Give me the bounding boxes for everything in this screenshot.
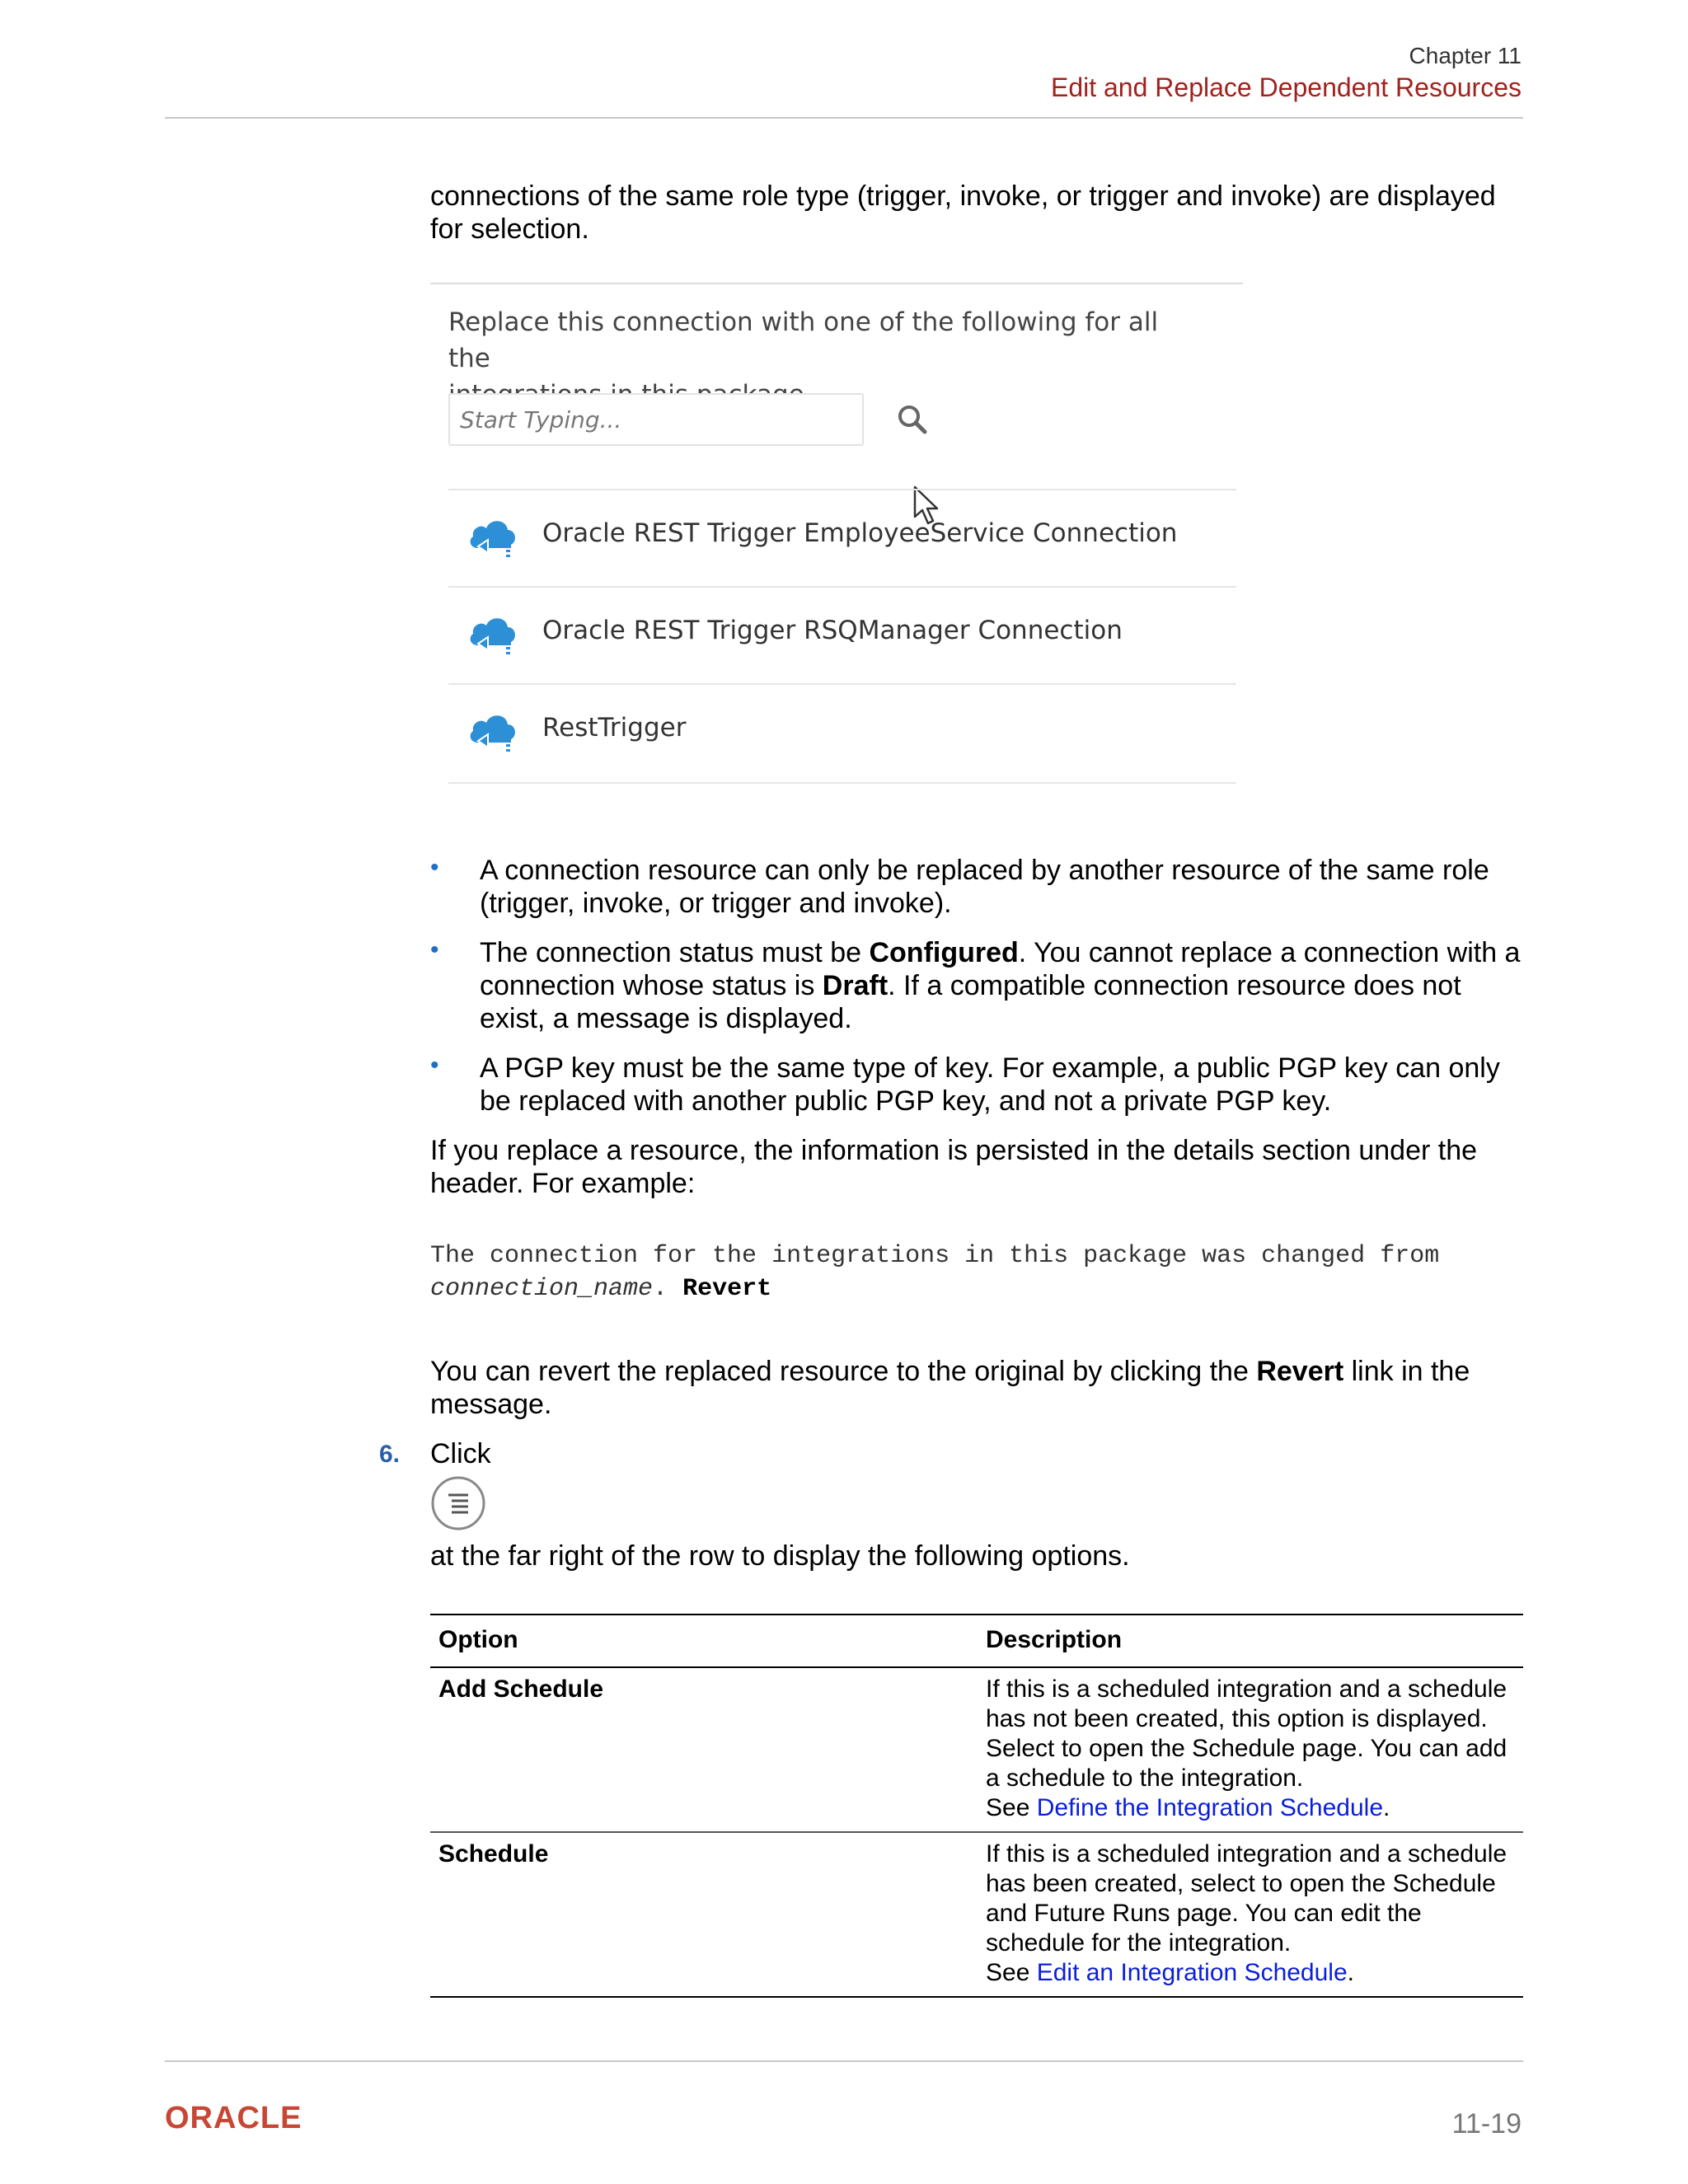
define-schedule-link[interactable]: Define the Integration Schedule: [1036, 1794, 1384, 1821]
table-row-rule: [430, 1831, 1523, 1833]
code-example: [430, 1240, 1439, 1305]
screenshot-top-border: [430, 283, 1243, 284]
header-divider: [165, 117, 1523, 119]
edit-schedule-link[interactable]: Edit an Integration Schedule: [1036, 1959, 1348, 1986]
table-header-description: Description: [986, 1626, 1123, 1653]
code-line-1: The connection for the integrations in this package was changed from: [430, 1242, 1440, 1270]
persist-paragraph: If you replace a resource, the information is persisted in the details section under the header. For example:: [430, 1135, 1478, 1199]
table-bottom-rule: [430, 1996, 1523, 1998]
connection-item-label: Oracle REST Trigger RSQManager Connection: [542, 616, 1123, 645]
step-number: 6.: [379, 1441, 401, 1468]
chapter-title: Edit and Replace Dependent Resources: [1050, 73, 1522, 102]
intro-paragraph: connections of the same role type (trigger, invoke, or trigger and invoke) are displayed for selection.: [430, 180, 1496, 245]
connection-item[interactable]: [448, 683, 1236, 784]
oracle-logo: [165, 2103, 348, 2130]
bullet-dot: •: [430, 936, 439, 963]
search-input[interactable]: [448, 393, 864, 446]
chapter-label: Chapter 11: [1409, 43, 1522, 68]
rest-trigger-cloud-icon: [467, 710, 519, 752]
bullet-text: A PGP key must be the same type of key. For example, a public PGP key can only be replaced with another public PGP key, and not a private PGP key.: [480, 1052, 1500, 1117]
configured-term: Configured: [869, 937, 1019, 968]
replace-heading-line-1: Replace this connection with one of the following for all the: [448, 307, 1159, 373]
footer-divider: [165, 2060, 1523, 2062]
code-revert: Revert: [682, 1275, 772, 1303]
connection-item-label: RestTrigger: [542, 713, 687, 743]
search-icon[interactable]: [896, 403, 929, 436]
table-row-option: Add Schedule: [438, 1675, 604, 1703]
table-header-rule: [430, 1666, 1523, 1668]
draft-term: Draft: [822, 970, 889, 1001]
search-placeholder: Start Typing...: [460, 406, 622, 434]
actions-menu-icon[interactable]: [430, 1475, 486, 1531]
step-after-text: at the far right of the row to display the following options.: [430, 1540, 1130, 1572]
connection-item-label: Oracle REST Trigger EmployeeService Connection: [542, 518, 1178, 548]
table-row-option: Schedule: [438, 1840, 549, 1868]
bullet-dot: •: [430, 1052, 439, 1079]
bullet-text: A connection resource can only be replaced by another resource of the same role (trigger, invoke, or trigger and invoke).: [480, 855, 1489, 919]
table-top-rule: [430, 1614, 1523, 1615]
table-row-description: If this is a scheduled integration and a schedule has not been created, this option is displayed. Select to open the Schedule page. You can add a schedule to the integration. See Define the Integration Schedule.: [986, 1675, 1507, 1821]
connection-item[interactable]: [448, 586, 1236, 685]
page-number: 11-19: [1451, 2108, 1522, 2139]
svg-text:ORACLE: ORACLE: [165, 2103, 302, 2130]
code-variable: connection_name: [430, 1275, 654, 1303]
rest-trigger-cloud-icon: [467, 515, 519, 558]
step-click-text: Click: [430, 1438, 491, 1469]
rest-trigger-cloud-icon: [467, 612, 519, 655]
code-line-2: connection_name. Revert: [430, 1275, 772, 1303]
table-row-description: If this is a scheduled integration and a schedule has been created, select to open the Schedule and Future Runs page. You can edit the schedule for the integration. See Edit an Integration Schedule.: [986, 1840, 1507, 1986]
revert-term: Revert: [1256, 1356, 1344, 1387]
revert-paragraph: You can revert the replaced resource to the original by clicking the Revert link in the message.: [430, 1356, 1470, 1420]
connection-item[interactable]: [448, 489, 1236, 588]
bullet-dot: •: [430, 854, 439, 881]
replace-connection-screenshot: [430, 283, 1243, 802]
table-header-option: Option: [438, 1626, 518, 1653]
bullet-text: The connection status must be Configured. You cannot replace a connection with a connection whose status is Draft. If a compatible connection resource does not exist, a message is displayed.: [480, 937, 1521, 1034]
